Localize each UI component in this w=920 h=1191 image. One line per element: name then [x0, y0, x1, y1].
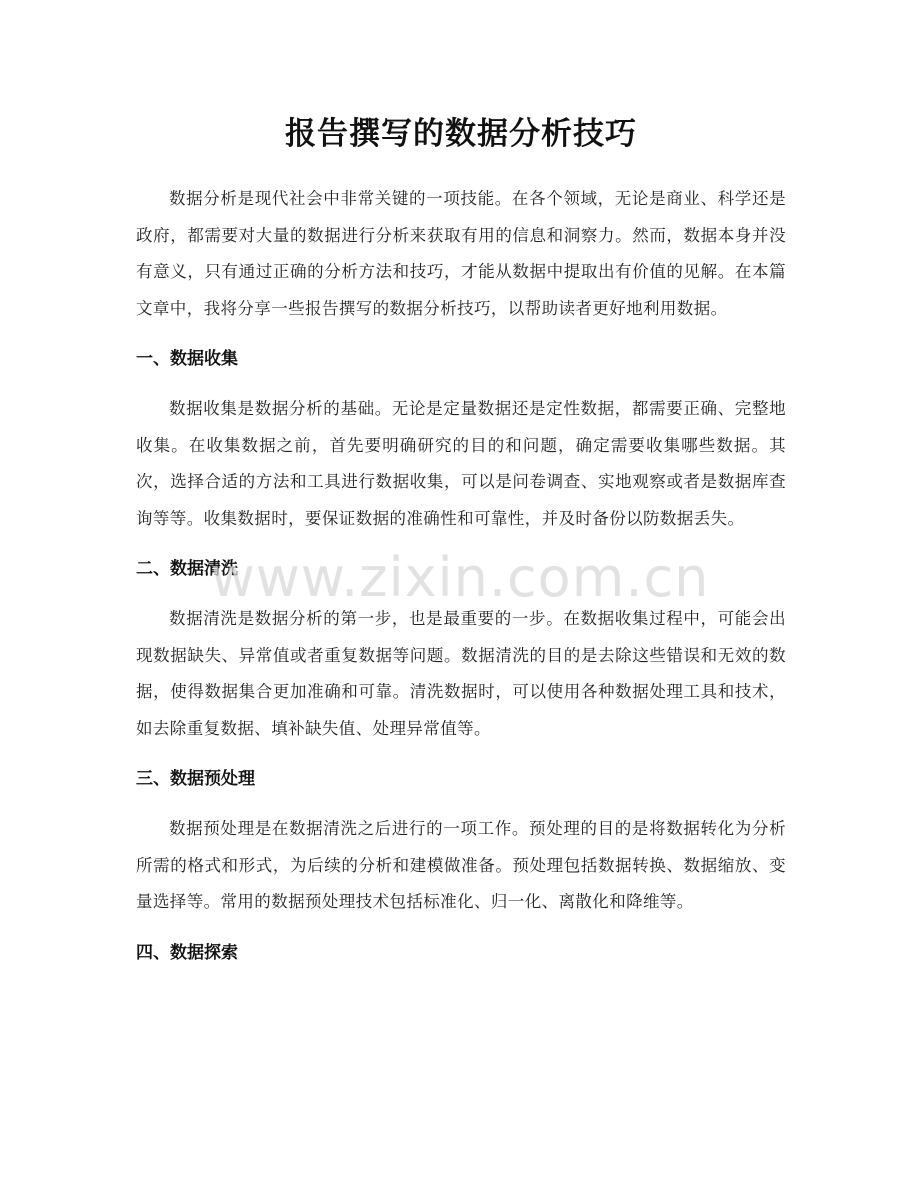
- section-heading-data-cleaning: 二、数据清洗: [136, 559, 238, 579]
- section-body-data-collection: 数据收集是数据分析的基础。无论是定量数据还是定性数据，都需要正确、完整地收集。在收集数据之前，首先要明确研究的目的和问题，确定需要收集哪些数据。其次，选择合适的方法和工具进行数据收集，可以是问卷调查、实地观察或者是数据库查询等等。收集数据时，要保证数据的准确性和可靠性，并及时备份以防数据丢失。: [136, 399, 786, 528]
- document-page: [136, 110, 786, 971]
- section-body-data-preprocessing: 数据预处理是在数据清洗之后进行的一项工作。预处理的目的是将数据转化为分析所需的格式和形式，为后续的分析和建模做准备。预处理包括数据转换、数据缩放、变量选择等。常用的数据预处理技术包括标准化、归一化、离散化和降维等。: [136, 819, 786, 911]
- section-heading-data-collection: 一、数据收集: [136, 349, 238, 369]
- watermark-text: www.zixin.com.cn: [210, 546, 710, 609]
- document-title: 报告撰写的数据分析技巧: [285, 116, 637, 152]
- section-heading-data-exploration: 四、数据探索: [136, 942, 238, 963]
- section-body-data-cleaning: 数据清洗是数据分析的第一步，也是最重要的一步。在数据收集过程中，可能会出现数据缺失、异常值或者重复数据等问题。数据清洗的目的是去除这些错误和无效的数据，使得数据集合更加准确和可靠。清洗数据时，可以使用各种数据处理工具和技术，如去除重复数据、填补缺失值、处理异常值等。: [136, 609, 786, 738]
- section-heading-data-preprocessing: 三、数据预处理: [136, 769, 255, 789]
- intro-paragraph: 数据分析是现代社会中非常关键的一项技能。在各个领域，无论是商业、科学还是政府，都需要对大量的数据进行分析来获取有用的信息和洞察力。然而，数据本身并没有意义，只有通过正确的分析方法和技巧，才能从数据中提取出有价值的见解。在本篇文章中，我将分享一些报告撰写的数据分析技巧，以帮助读者更好地利用数据。: [136, 189, 786, 318]
